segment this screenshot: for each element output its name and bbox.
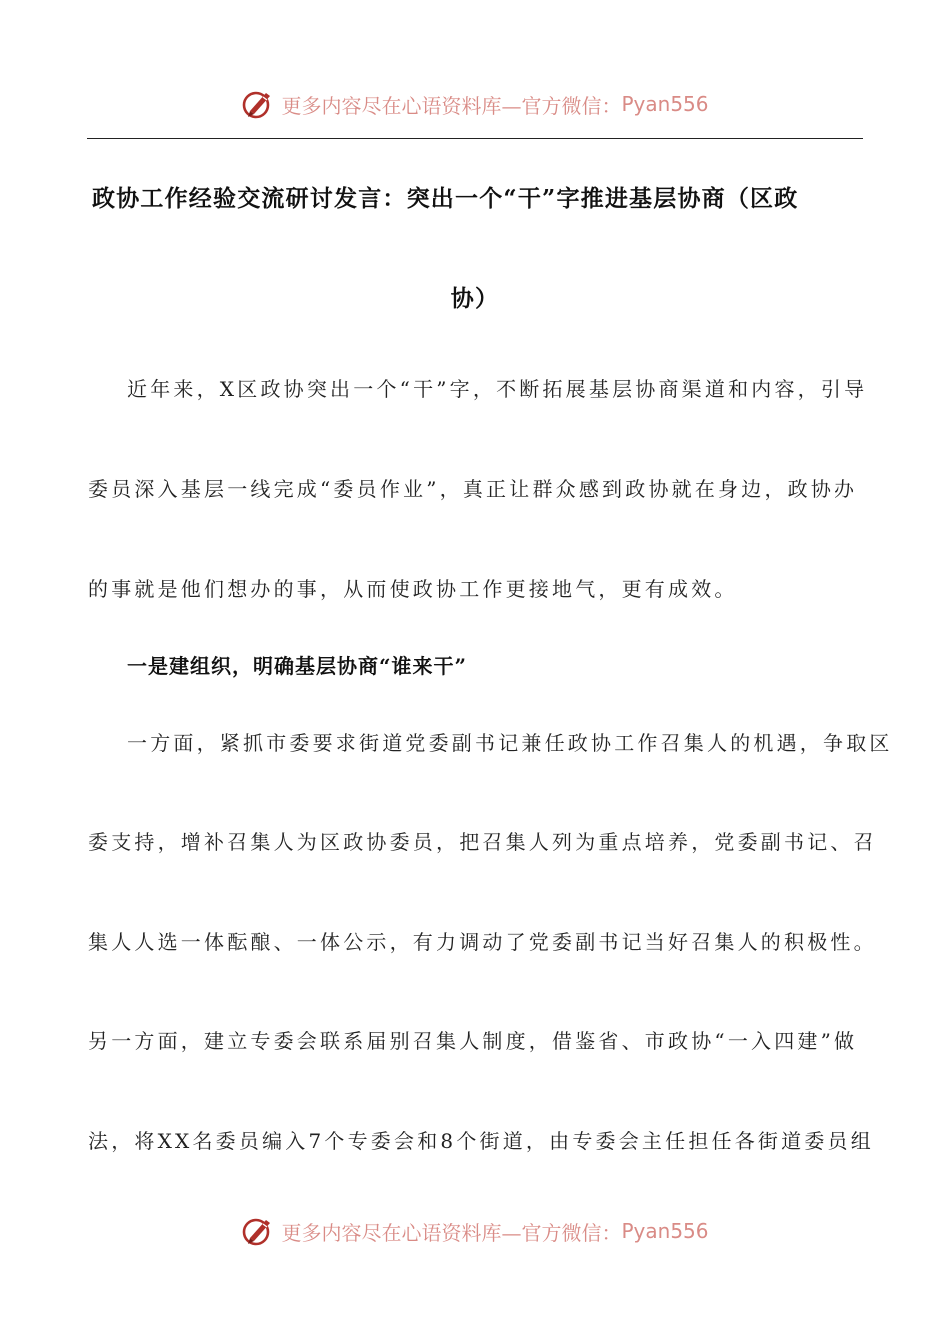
banner-text: 更多内容尽在心语资料库—官方微信： <box>281 93 622 118</box>
section-p1-line-3: 集人人选一体酝酿、一体公示，有力调动了党委副书记当好召集人的积极性。 <box>88 930 877 954</box>
intro-line-1: 近年来，X区政协突出一个“干”字，不断拓展基层协商渠道和内容，引导 <box>127 377 868 401</box>
document-title-line-1: 政协工作经验交流研讨发言：突出一个“干”字推进基层协商（区政 <box>92 185 799 212</box>
pen-logo-icon <box>241 1214 275 1248</box>
section-p2-line-2: 法，将XX名委员编入7个专委会和8个街道，由专委会主任担任各街道委员组 <box>88 1129 874 1153</box>
header-banner <box>0 84 950 124</box>
footer-banner <box>0 1211 950 1251</box>
pen-logo-icon <box>241 87 275 121</box>
banner-wechat-id: Pyan556 <box>621 92 709 116</box>
section-p2-line-1: 另一方面，建立专委会联系届别召集人制度，借鉴省、市政协“一入四建”做 <box>88 1029 858 1053</box>
intro-line-2: 委员深入基层一线完成“委员作业”，真正让群众感到政协就在身边，政协办 <box>88 477 858 501</box>
section-p1-line-2: 委支持，增补召集人为区政协委员，把召集人列为重点培养，党委副书记、召 <box>88 830 877 854</box>
banner-text: 更多内容尽在心语资料库—官方微信： <box>281 1220 622 1245</box>
banner-wechat-id: Pyan556 <box>621 1219 709 1243</box>
section-heading: 一是建组织，明确基层协商“谁来干” <box>127 654 468 678</box>
intro-line-3: 的事就是他们想办的事，从而使政协工作更接地气，更有成效。 <box>88 577 738 601</box>
document-title-line-2: 协） <box>450 285 500 312</box>
section-p1-line-1: 一方面，紧抓市委要求街道党委副书记兼任政协工作召集人的机遇，争取区 <box>127 731 893 755</box>
header-divider <box>87 138 863 139</box>
